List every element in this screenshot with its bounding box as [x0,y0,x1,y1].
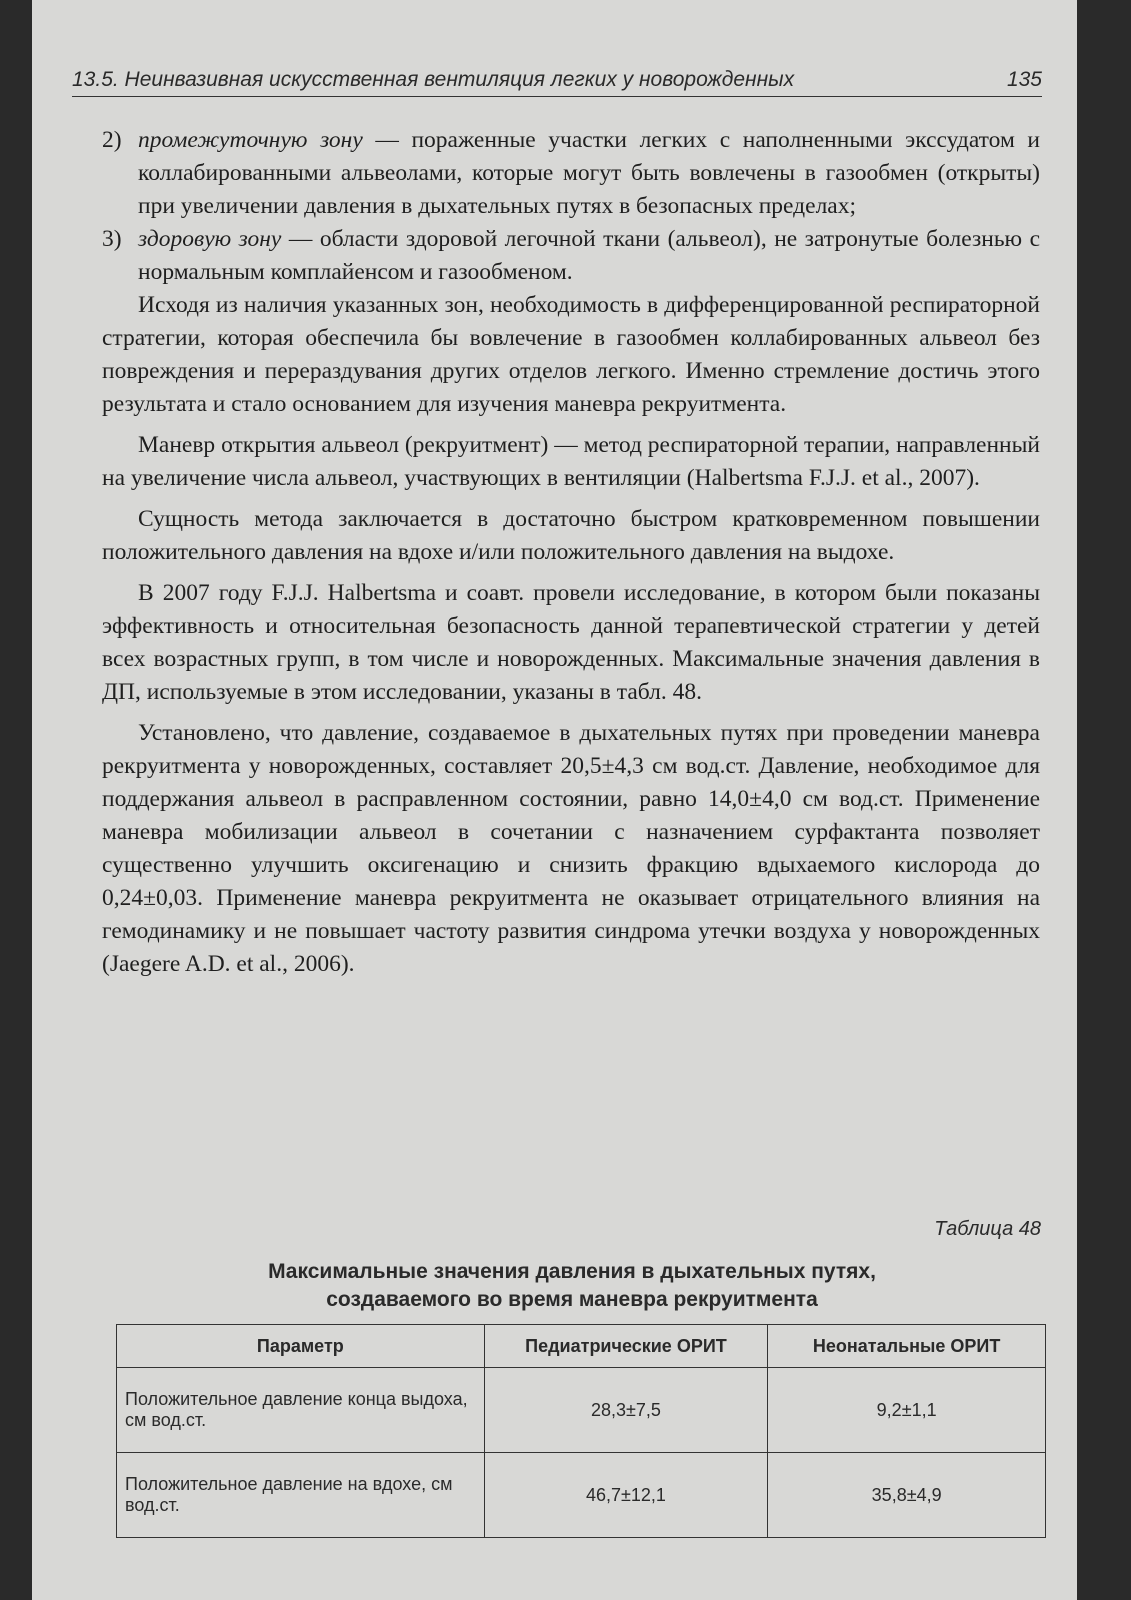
list-item-text: — пораженные участки легких с наполненными экссудатом и коллабированными альвеолами, которые могут быть вовлечены в газообмен (открыты) при увеличении давления в дыхательных путях в безопасных пределах; [138,127,1040,219]
paragraph: Маневр открытия альвеол (рекруитмент) — метод респираторной терапии, направленный на увеличение числа альвеол, участвующих в вентиляции (Halbertsma F.J.J. et al., 2007). [102,432,1040,491]
list-item-2 [102,124,1040,223]
list-item-3 [102,223,1040,289]
table-title-line: Максимальные значения давления в дыхательных путях, [268,1260,876,1283]
pressure-table [116,1324,1046,1538]
table-title-line: создаваемого во время маневра рекруитмента [326,1288,818,1311]
table-row [117,1368,1046,1453]
table-cell: 35,8±4,9 [768,1453,1046,1538]
table-cell: 9,2±1,1 [768,1368,1046,1453]
table-header-row [117,1325,1046,1368]
table-label: Таблица 48 [934,1218,1041,1240]
term-healthy-zone: здоровую зону [138,226,282,252]
table-row [117,1453,1046,1538]
paragraph: Установлено, что давление, создаваемое в дыхательных путях при проведении маневра рекруитмента у новорожденных, составляет 20,5±4,3 см вод.ст. Давление, необходимое для поддержания альвеол в расправленном состоянии, равно 14,0±4,0 см вод.ст. Применение маневра мобилизации альвеол в сочетании с назначением сурфактанта позволяет существенно улучшить оксигенацию и снизить фракцию вдыхаемого кислорода до 0,24±0,03. Применение маневра рекруитмента не оказывает отрицательного влияния на гемодинамику и не повышает частоту развития синдрома утечки воздуха у новорожденных (Jaegere A.D. et al., 2006). [102,720,1040,977]
paragraph: Сущность метода заключается в достаточно быстром кратковременном повышении положительного давления на вдохе и/или положительного давления на выдохе. [102,506,1040,565]
running-header [72,68,1042,97]
main-text [102,124,1040,981]
column-header: Параметр [117,1325,485,1368]
column-header: Педиатрические ОРИТ [484,1325,768,1368]
running-title: 13.5. Неинвазивная искусственная вентиляция легких у новорожденных [72,68,795,91]
list-number: 2) [102,127,122,153]
table-title [122,1258,1022,1314]
paragraph: В 2007 году F.J.J. Halbertsma и соавт. провели исследование, в котором были показаны эффективность и относительная безопасность данной терапевтической стратегии у детей всех возрастных групп, в том числе и новорожденных. Максимальные значения давления в ДП, используемые в этом исследовании, указаны в табл. 48. [102,580,1040,705]
book-page [32,0,1077,1600]
table-cell: 28,3±7,5 [484,1368,768,1453]
list-item-text: — области здоровой легочной ткани (альвеол), не затронутые болезнью с нормальным комплайенсом и газообменом. [138,226,1040,285]
table-cell: 46,7±12,1 [484,1453,768,1538]
column-header: Неонатальные ОРИТ [768,1325,1046,1368]
paragraph: Исходя из наличия указанных зон, необходимость в дифференцированной респираторной стратегии, которая обеспечила бы вовлечение в газообмен коллабированных альвеол без повреждения и перераздувания других отделов легкого. Именно стремление достичь этого результата и стало основанием для изучения маневра рекруитмента. [102,292,1040,417]
term-intermediate-zone: промежуточную зону [138,127,363,153]
table-cell: Положительное давление на вдохе, см вод.ст. [117,1453,485,1538]
page-number: 135 [1006,68,1042,91]
table-cell: Положительное давление конца выдоха, см вод.ст. [117,1368,485,1453]
list-number: 3) [102,226,122,252]
